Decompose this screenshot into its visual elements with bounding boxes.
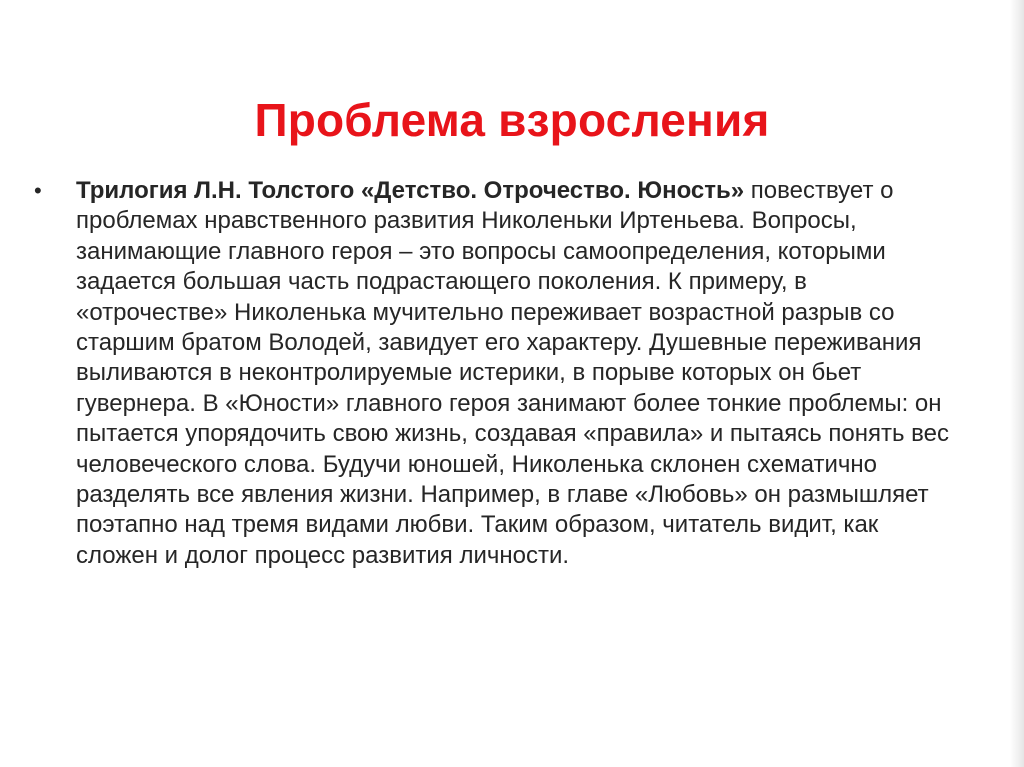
bullet-item xyxy=(0,176,956,571)
bullet-list xyxy=(0,176,1024,571)
bullet-icon: • xyxy=(34,178,42,203)
paragraph-lead-text: Трилогия Л.Н. Толстого «Детство. Отрочество. Юность» xyxy=(76,177,745,204)
paragraph-body-text: повествует о проблемах нравственного развития Николеньки Иртеньева. Вопросы, занимающие главного героя – это вопросы самоопределения, которыми задается большая часть подрастающего поколения. К примеру, в «отрочестве» Николенька мучительно переживает возрастной разрыв со старшим братом Володей, завидует его характеру. Душевные переживания выливаются в неконтролируемые истерики, в порыве которых он бьет гувернера. В «Юности» главного героя занимают более тонкие проблемы: он пытается упорядочить свою жизнь, создавая «правила» и пытаясь понять вес человеческого слова. Будучи юношей, Николенька склонен схематично разделять все явления жизни. Например, в главе «Любовь» он размышляет поэтапно над тремя видами любви. Таким образом, читатель видит, как сложен и долог процесс развития личности. xyxy=(76,177,949,569)
slide-title: Проблема взросления xyxy=(254,93,770,146)
